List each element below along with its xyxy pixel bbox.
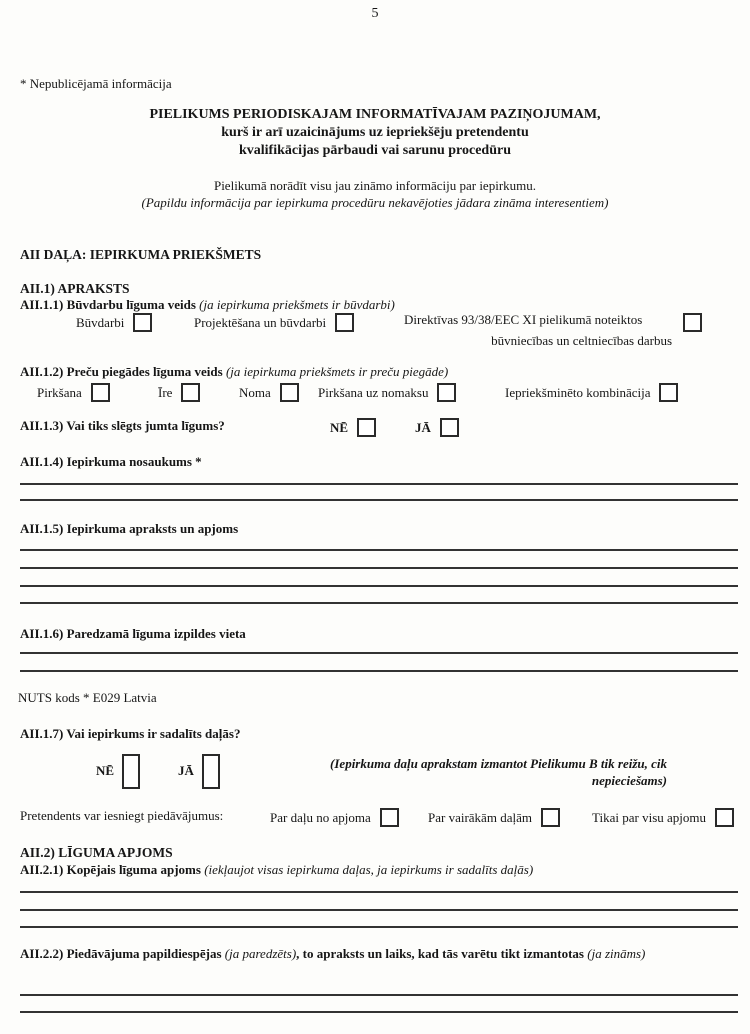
option-tikai-visu — [592, 808, 734, 827]
direktivas-label-line2: būvniecības un celtniecības darbus — [491, 333, 672, 348]
form-instruction-note: (Papildu informācija par iepirkuma procedūru nekavējoties jādara zināma interesentiem) — [141, 195, 609, 210]
q-a212-label-text: AII.1.2) Preču piegādes līguma veids — [20, 364, 223, 379]
q-a213-no-option — [330, 418, 376, 437]
option-par-vairakam — [428, 808, 560, 827]
a217-note: (Iepirkuma daļu aprakstam izmantot Pielikumu B tik reižu, cik nepieciešams) — [330, 756, 667, 788]
q-a212-note: (ja iepirkuma priekšmets ir preču piegāde) — [225, 364, 449, 379]
page-number: 5 — [371, 6, 379, 21]
write-in-line[interactable] — [20, 1011, 738, 1013]
part-a2-title: AII DAĻA: IEPIRKUMA PRIEKŠMETS — [20, 247, 262, 262]
write-in-line[interactable] — [20, 585, 738, 587]
write-in-line[interactable] — [20, 909, 738, 911]
option-kombinacija — [505, 383, 678, 402]
q-a222-note2: (ja zināms) — [587, 946, 646, 961]
section-a21-heading: AII.1) APRAKSTS — [20, 281, 130, 296]
form-title-line: PIELIKUMS PERIODISKAJAM INFORMATĪVAJAM PAZIŅOJUMAM, — [149, 107, 601, 122]
write-in-line[interactable] — [20, 602, 738, 604]
noma-label: Noma — [239, 384, 271, 400]
a213-no-checkbox[interactable] — [357, 418, 376, 437]
a217-no-checkbox[interactable] — [122, 754, 140, 789]
q-a222-label-part1: AII.2.2) Piedāvājuma papildiespējas — [20, 946, 222, 961]
write-in-line[interactable] — [20, 670, 738, 672]
a213-no-label: NĒ — [330, 419, 349, 435]
tikai-visu-checkbox[interactable] — [715, 808, 734, 827]
buvdarbi-checkbox[interactable] — [133, 313, 152, 332]
projektesana-label: Projektēšana un būvdarbi — [194, 314, 327, 330]
write-in-line[interactable] — [20, 891, 738, 893]
direktivas-checkbox[interactable] — [683, 313, 702, 332]
write-in-line[interactable] — [20, 499, 738, 501]
form-instruction: Pielikumā norādīt visu jau zināmo informāciju par iepirkumu. — [213, 178, 537, 193]
write-in-line[interactable] — [20, 549, 738, 551]
q-a212-label — [20, 364, 448, 380]
option-direktivas — [404, 312, 702, 349]
q-a217-label: AII.1.7) Vai iepirkums ir sadalīts daļās? — [20, 726, 241, 741]
q-a213-label: AII.1.3) Vai tiks slēgts jumta līgums? — [20, 418, 225, 433]
q-a222-note1: (ja paredzēts) — [224, 946, 297, 961]
pirksana-uz-nomaksu-label: Pirkšana uz nomaksu — [318, 384, 429, 400]
par-vairakam-label: Par vairākām daļām — [428, 809, 532, 825]
form-title-line: kvalifikācijas pārbaudi vai sarunu procedūru — [238, 143, 512, 158]
par-dalu-label: Par daļu no apjoma — [270, 809, 371, 825]
write-in-line[interactable] — [20, 567, 738, 569]
tikai-visu-label: Tikai par visu apjomu — [592, 809, 706, 825]
projektesana-checkbox[interactable] — [335, 313, 354, 332]
write-in-line[interactable] — [20, 483, 738, 485]
q-a211-label — [20, 297, 395, 313]
q-a213-yes-option — [415, 418, 459, 437]
option-pirksana-uz-nomaksu — [318, 383, 456, 402]
noma-checkbox[interactable] — [280, 383, 299, 402]
a213-yes-checkbox[interactable] — [440, 418, 459, 437]
q-a211-note: (ja iepirkuma priekšmets ir būvdarbi) — [199, 297, 395, 312]
submit-options-label: Pretendents var iesniegt piedāvājumus: — [20, 808, 224, 823]
q-a216-label: AII.1.6) Paredzamā līguma izpildes vieta — [20, 626, 246, 641]
a217-yes-label: JĀ — [178, 763, 194, 778]
q-a221-note: (iekļaujot visas iepirkuma daļas, ja iepirkums ir sadalīts daļās) — [204, 862, 534, 877]
a213-yes-label: JĀ — [415, 419, 431, 435]
option-noma — [239, 383, 299, 402]
write-in-line[interactable] — [20, 926, 738, 928]
par-dalu-checkbox[interactable] — [380, 808, 399, 827]
kombinacija-label: Iepriekšminēto kombinācija — [505, 384, 651, 400]
section-a22-heading: AII.2) LĪGUMA APJOMS — [20, 845, 173, 860]
q-a222-label — [20, 946, 720, 963]
option-projektesana — [194, 313, 354, 332]
buvdarbi-label: Būvdarbi — [76, 314, 125, 330]
q-a211-label-text: AII.1.1) Būvdarbu līguma veids — [20, 297, 196, 312]
nuts-code-label: NUTS kods * E029 Latvia — [18, 690, 157, 705]
form-title — [0, 106, 750, 160]
q-a215-label: AII.1.5) Iepirkuma apraksts un apjoms — [20, 521, 239, 536]
direktivas-label: Direktīvas 93/38/EEC XI pielikumā noteiktos — [404, 312, 643, 327]
q-a221-label-text: AII.2.1) Kopējais līguma apjoms — [20, 862, 201, 877]
ire-label: Īre — [158, 384, 173, 400]
option-ire — [158, 383, 200, 402]
pirksana-checkbox[interactable] — [91, 383, 110, 402]
q-a214-label: AII.1.4) Iepirkuma nosaukums * — [20, 454, 202, 469]
option-buvdarbi — [76, 313, 152, 332]
a217-yes-checkbox[interactable] — [202, 754, 220, 789]
unpublished-info-note: * Nepublicējamā informācija — [20, 76, 172, 91]
a217-no-label: NĒ — [96, 763, 115, 778]
q-a221-label — [20, 862, 533, 878]
ire-checkbox[interactable] — [181, 383, 200, 402]
write-in-line[interactable] — [20, 994, 738, 996]
option-par-dalu — [270, 808, 399, 827]
option-pirksana — [37, 383, 110, 402]
kombinacija-checkbox[interactable] — [659, 383, 678, 402]
form-title-line: kurš ir arī uzaicinājums uz iepriekšēju pretendentu — [221, 125, 529, 140]
write-in-line[interactable] — [20, 652, 738, 654]
pirksana-label: Pirkšana — [37, 384, 82, 400]
par-vairakam-checkbox[interactable] — [541, 808, 560, 827]
pirksana-uz-nomaksu-checkbox[interactable] — [437, 383, 456, 402]
q-a222-label-part2: , to apraksts un laiks, kad tās varētu tikt izmantotas — [296, 946, 584, 961]
